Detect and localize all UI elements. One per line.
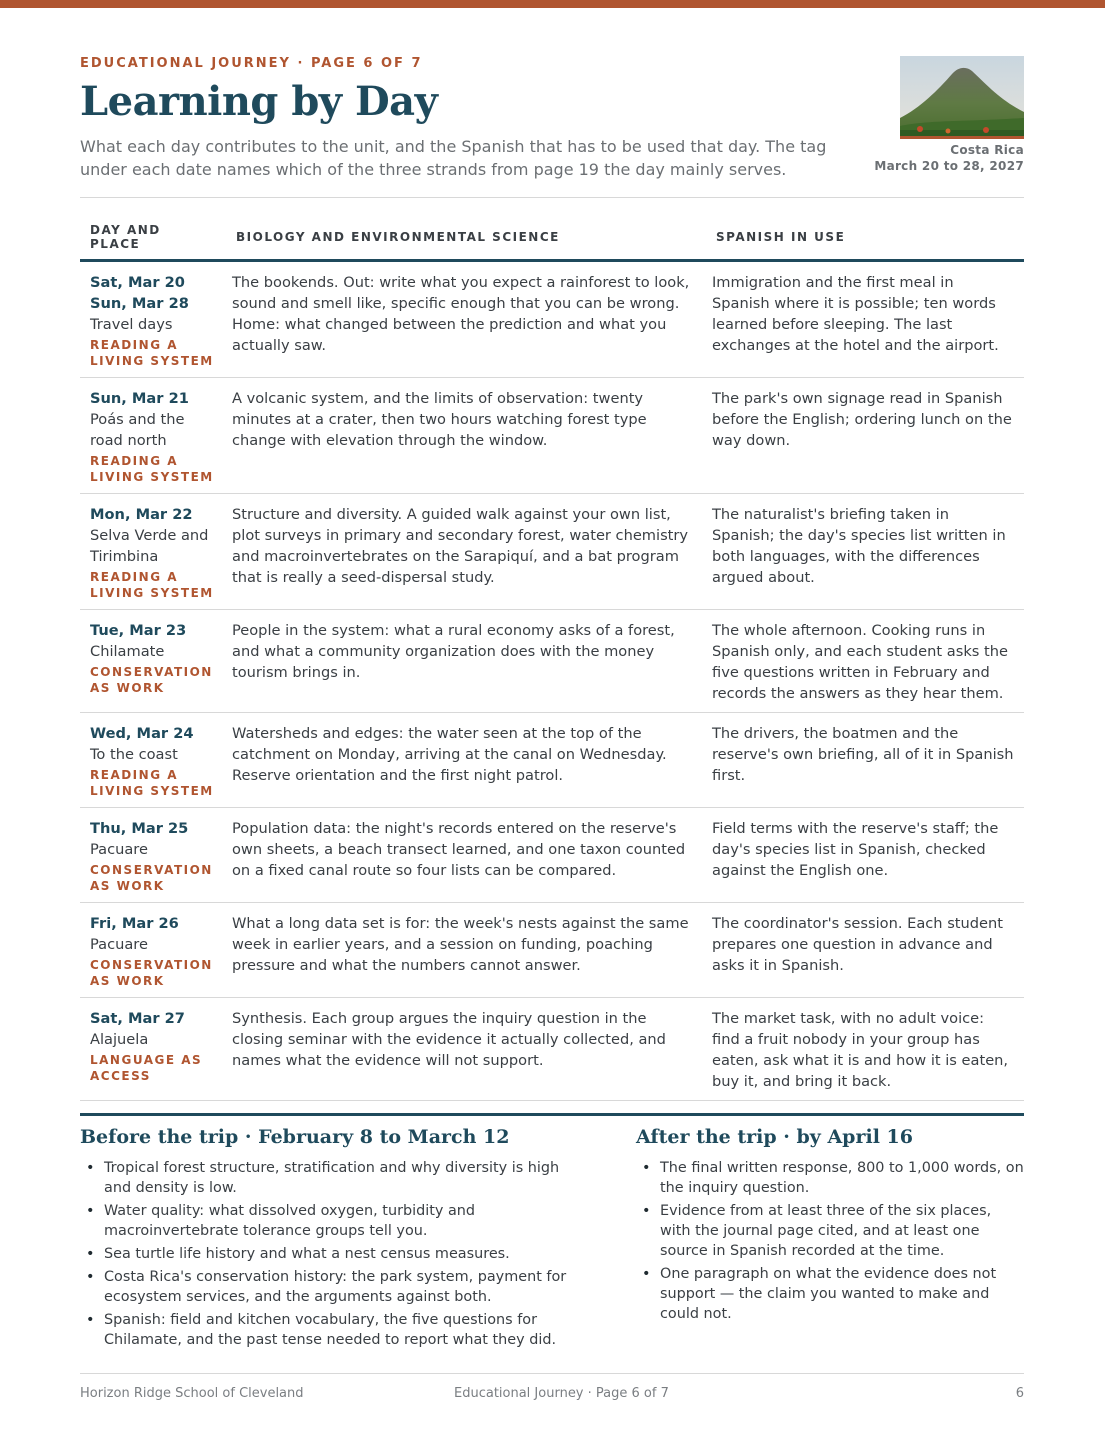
- strand-tag: READING A LIVING SYSTEM: [90, 454, 214, 484]
- day-place: Selva Verde and Tirimbina: [90, 527, 209, 565]
- day-place: Pacuare: [90, 936, 148, 953]
- day-date: Fri, Mar 26: [90, 915, 179, 932]
- list-item: • Spanish: field and kitchen vocabulary, the five questions for Chilamate, and the past tense needed to report what they did.: [80, 1310, 580, 1350]
- science-cell: People in the system: what a rural economy asks of a forest, and what a community organization does with the money tourism brings in.: [226, 610, 706, 713]
- science-cell: The bookends. Out: write what you expect a rainforest to look, sound and smell like, specific enough that you can be wrong. Home: what changed between the prediction and what you actually saw.: [226, 261, 706, 378]
- spanish-cell: The park's own signage read in Spanish before the English; ordering lunch on the way down.: [706, 378, 1024, 494]
- day-place: Alajuela: [90, 1031, 149, 1048]
- science-cell: Structure and diversity. A guided walk against your own list, plot surveys in primary and secondary forest, water chemistry and macroinvertebrates on the Sarapiquí, and a bat program that is really a seed-dispersal study.: [226, 494, 706, 610]
- day-cell: [80, 261, 226, 378]
- after-trip-list: [636, 1158, 1024, 1324]
- spanish-cell: The market task, with no adult voice: find a fruit nobody in your group has eaten, ask what it is and how it is eaten, buy it, and bring it back.: [706, 998, 1024, 1101]
- column-header-science: BIOLOGY AND ENVIRONMENTAL SCIENCE: [226, 220, 706, 261]
- after-trip-heading: After the trip · by April 16: [636, 1126, 913, 1148]
- day-date: Mon, Mar 22: [90, 506, 193, 523]
- spanish-cell: Immigration and the first meal in Spanish where it is possible; ten words learned before sleeping. The last exchanges at the hotel and the airport.: [706, 261, 1024, 378]
- before-after-section: [80, 1113, 1024, 1353]
- strand-tag: READING A LIVING SYSTEM: [90, 570, 214, 600]
- table-row: [80, 903, 1024, 998]
- list-item: • The final written response, 800 to 1,000 words, on the inquiry question.: [636, 1158, 1024, 1198]
- spanish-cell: The drivers, the boatmen and the reserve's own briefing, all of it in Spanish first.: [706, 713, 1024, 808]
- day-cell: [80, 494, 226, 610]
- day-date: Wed, Mar 24: [90, 725, 194, 742]
- page-intro: What each day contributes to the unit, and the Spanish that has to be used that day. The tag under each date names which of the three strands from page 19 the day mainly serves.: [80, 137, 827, 179]
- day-date: Thu, Mar 25: [90, 820, 189, 837]
- strand-tag: LANGUAGE AS ACCESS: [90, 1053, 203, 1083]
- day-cell: [80, 998, 226, 1101]
- footer-page-number: 6: [1015, 1386, 1024, 1401]
- day-place: To the coast: [90, 746, 178, 763]
- before-trip-list: [80, 1158, 580, 1350]
- day-date: Sun, Mar 28: [90, 295, 189, 312]
- day-cell: [80, 808, 226, 903]
- spanish-cell: The whole afternoon. Cooking runs in Spanish only, and each student asks the five questions written in February and records the answers as they hear them.: [706, 610, 1024, 713]
- day-place: Poás and the road north: [90, 411, 185, 449]
- day-place: Pacuare: [90, 841, 148, 858]
- list-item: • Costa Rica's conservation history: the park system, payment for ecosystem services, and the arguments against both.: [80, 1267, 580, 1307]
- table-row: [80, 378, 1024, 494]
- day-place: Travel days: [90, 316, 173, 333]
- page-eyebrow: EDUCATIONAL JOURNEY · PAGE 6 OF 7: [80, 56, 423, 71]
- table-row: [80, 808, 1024, 903]
- before-trip-column: [80, 1126, 580, 1353]
- table-row: [80, 494, 1024, 610]
- strand-tag: READING A LIVING SYSTEM: [90, 768, 214, 798]
- list-item: • Evidence from at least three of the six places, with the journal page cited, and at least one source in Spanish recorded at the time.: [636, 1201, 1024, 1261]
- footer-school: Horizon Ridge School of Cleveland: [80, 1386, 304, 1401]
- strand-tag: CONSERVATION AS WORK: [90, 665, 213, 695]
- photo-caption-dates: March 20 to 28, 2027: [874, 159, 1024, 173]
- day-cell: [80, 610, 226, 713]
- learning-by-day-table: [80, 220, 1024, 1101]
- table-row: [80, 713, 1024, 808]
- day-cell: [80, 903, 226, 998]
- strand-tag: READING A LIVING SYSTEM: [90, 338, 214, 368]
- spanish-cell: Field terms with the reserve's staff; the day's species list in Spanish, checked against the English one.: [706, 808, 1024, 903]
- list-item: • One paragraph on what the evidence does not support — the claim you wanted to make and could not.: [636, 1264, 1024, 1324]
- page-header: [80, 56, 1024, 198]
- day-date: Sun, Mar 21: [90, 390, 189, 407]
- day-place: Chilamate: [90, 643, 165, 660]
- day-date: Sat, Mar 27: [90, 1010, 185, 1027]
- page-title: Learning by Day: [80, 78, 438, 125]
- table-row: [80, 610, 1024, 713]
- footer-center: Educational Journey · Page 6 of 7: [454, 1386, 669, 1401]
- table-row: [80, 261, 1024, 378]
- spanish-cell: The naturalist's briefing taken in Spanish; the day's species list written in both languages, with the differences argued about.: [706, 494, 1024, 610]
- before-trip-heading: Before the trip · February 8 to March 12: [80, 1126, 510, 1148]
- column-header-day: DAY AND PLACE: [80, 220, 226, 261]
- photo-caption: [874, 142, 1024, 174]
- strand-tag: CONSERVATION AS WORK: [90, 863, 213, 893]
- science-cell: Synthesis. Each group argues the inquiry question in the closing seminar with the evidence it actually collected, and names what the evidence will not support.: [226, 998, 706, 1101]
- science-cell: Watersheds and edges: the water seen at the top of the catchment on Monday, arriving at the canal on Wednesday. Reserve orientation and the first night patrol.: [226, 713, 706, 808]
- table-row: [80, 998, 1024, 1101]
- page-content: [80, 56, 1024, 1353]
- day-date: Sat, Mar 20: [90, 274, 185, 291]
- day-cell: [80, 378, 226, 494]
- science-cell: Population data: the night's records entered on the reserve's own sheets, a beach transect learned, and one taxon counted on a fixed canal route so four lists can be compared.: [226, 808, 706, 903]
- list-item: • Tropical forest structure, stratification and why diversity is high and density is low.: [80, 1158, 580, 1198]
- after-trip-column: [636, 1126, 1024, 1353]
- page-footer: [80, 1373, 1024, 1401]
- column-header-spanish: SPANISH IN USE: [706, 220, 1024, 261]
- strand-tag: CONSERVATION AS WORK: [90, 958, 213, 988]
- day-date: Tue, Mar 23: [90, 622, 187, 639]
- science-cell: A volcanic system, and the limits of observation: twenty minutes at a crater, then two hours watching forest type change with elevation through the window.: [226, 378, 706, 494]
- list-item: • Water quality: what dissolved oxygen, turbidity and macroinvertebrate tolerance groups tell you.: [80, 1201, 580, 1241]
- top-accent-bar: [0, 0, 1105, 8]
- table-header-row: [80, 220, 1024, 261]
- volcano-photo: [900, 56, 1024, 139]
- spanish-cell: The coordinator's session. Each student prepares one question in advance and asks it in Spanish.: [706, 903, 1024, 998]
- science-cell: What a long data set is for: the week's nests against the same week in earlier years, and a session on funding, poaching pressure and what the numbers cannot answer.: [226, 903, 706, 998]
- day-cell: [80, 713, 226, 808]
- photo-caption-place: Costa Rica: [950, 143, 1024, 157]
- list-item: • Sea turtle life history and what a nest census measures.: [80, 1244, 580, 1264]
